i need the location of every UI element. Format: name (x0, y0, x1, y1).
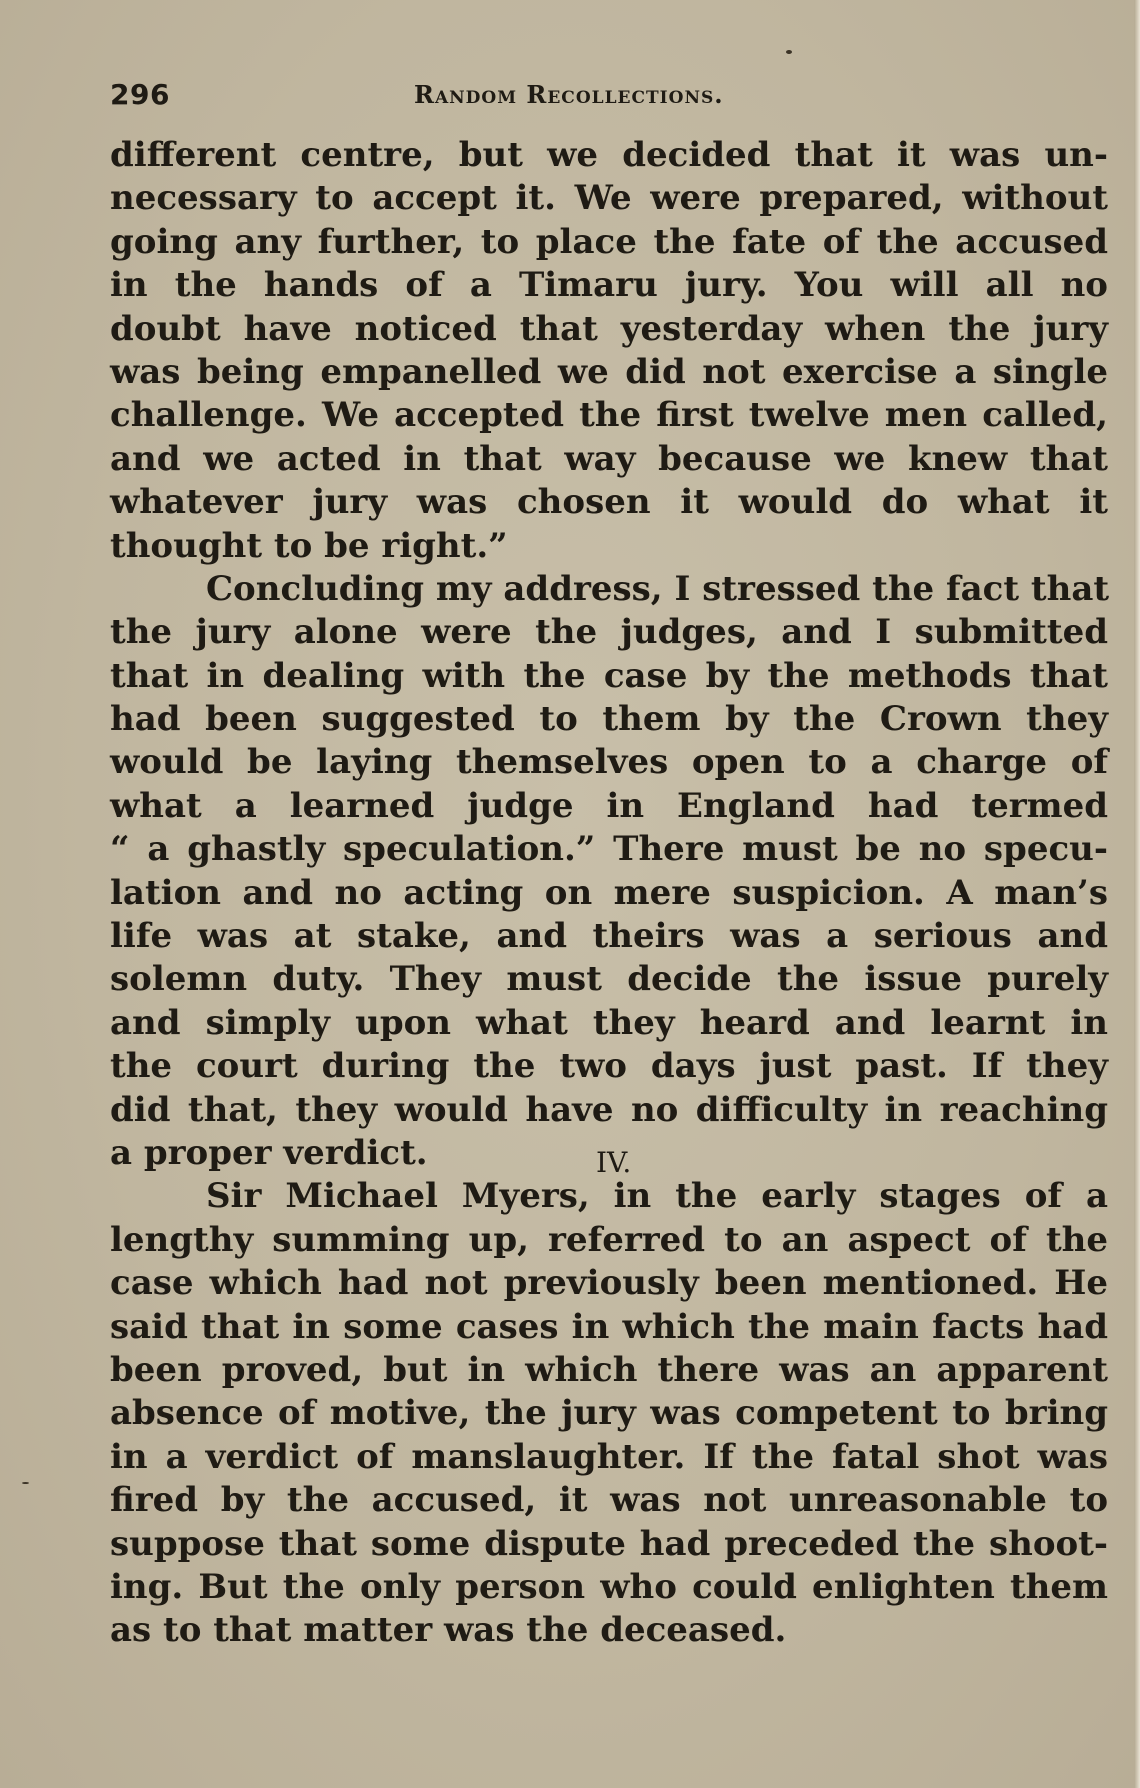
text-line: thought to be right.” (110, 525, 508, 566)
text-line: necessary to accept it. We were prepared, without (110, 178, 1108, 219)
text-line: would be laying themselves open to a charge of (110, 742, 1108, 783)
text-line: in a verdict of manslaughter. If the fatal shot was (110, 1436, 1108, 1477)
text-line: suppose that some dispute had preceded the shoot- (110, 1523, 1108, 1564)
text-line: doubt have noticed that yesterday when the jury (110, 308, 1108, 349)
running-title: Random Recollections. (414, 80, 724, 109)
ink-speck (786, 50, 792, 54)
text-line: and we acted in that way because we knew that (110, 438, 1108, 479)
text-line: going any further, to place the fate of the accused (110, 221, 1108, 262)
text-line: and simply upon what they heard and learnt in (110, 1002, 1108, 1043)
page-header (110, 74, 810, 114)
section-number: IV. (596, 1145, 632, 1179)
text-line: that in dealing with the case by the methods that (110, 655, 1108, 696)
text-line: ing. But the only person who could enlighten them (110, 1566, 1108, 1607)
text-line: as to that matter was the deceased. (110, 1610, 787, 1651)
text-line: different centre, but we decided that it was un- (110, 135, 1108, 175)
text-line: lation and no acting on mere suspicion. A man’s (110, 872, 1108, 913)
text-line: in the hands of a Timaru jury. You will all no (110, 265, 1108, 306)
body-text (110, 134, 1110, 1653)
text-line: fired by the accused, it was not unreasonable to (110, 1480, 1108, 1521)
text-line: said that in some cases in which the main facts had (110, 1306, 1108, 1347)
page-edge (1134, 0, 1140, 1788)
text-line: life was at stake, and theirs was a serious and (110, 916, 1108, 957)
text-line: Concluding my address, I stressed the fact that (206, 568, 1110, 609)
text-line: absence of motive, the jury was competent to bring (110, 1393, 1108, 1434)
text-line: lengthy summing up, referred to an aspect of the (110, 1219, 1108, 1260)
text-line: “ a ghastly speculation.” There must be no specu- (110, 829, 1108, 870)
text-line: a proper verdict. (110, 1132, 428, 1173)
page-number: 296 (110, 78, 170, 111)
text-line: solemn duty. They must decide the issue purely (110, 959, 1108, 1000)
text-line: the court during the two days just past. If they (110, 1046, 1108, 1087)
text-line: been proved, but in which there was an apparent (110, 1349, 1108, 1390)
text-line: whatever jury was chosen it would do what it (110, 482, 1108, 523)
section-break-line (110, 1132, 1110, 1179)
text-line: what a learned judge in England had termed (110, 785, 1108, 826)
ink-speck (22, 1482, 29, 1484)
text-line: was being empanelled we did not exercise a single (110, 351, 1108, 392)
text-line: Sir Michael Myers, in the early stages of a (206, 1176, 1108, 1217)
text-line: challenge. We accepted the first twelve men called, (110, 395, 1108, 436)
text-line: case which had not previously been mentioned. He (110, 1263, 1108, 1304)
text-line: had been suggested to them by the Crown they (110, 699, 1108, 740)
text-line: the jury alone were the judges, and I submitted (110, 612, 1108, 653)
text-line: did that, they would have no difficulty in reaching (110, 1089, 1108, 1130)
